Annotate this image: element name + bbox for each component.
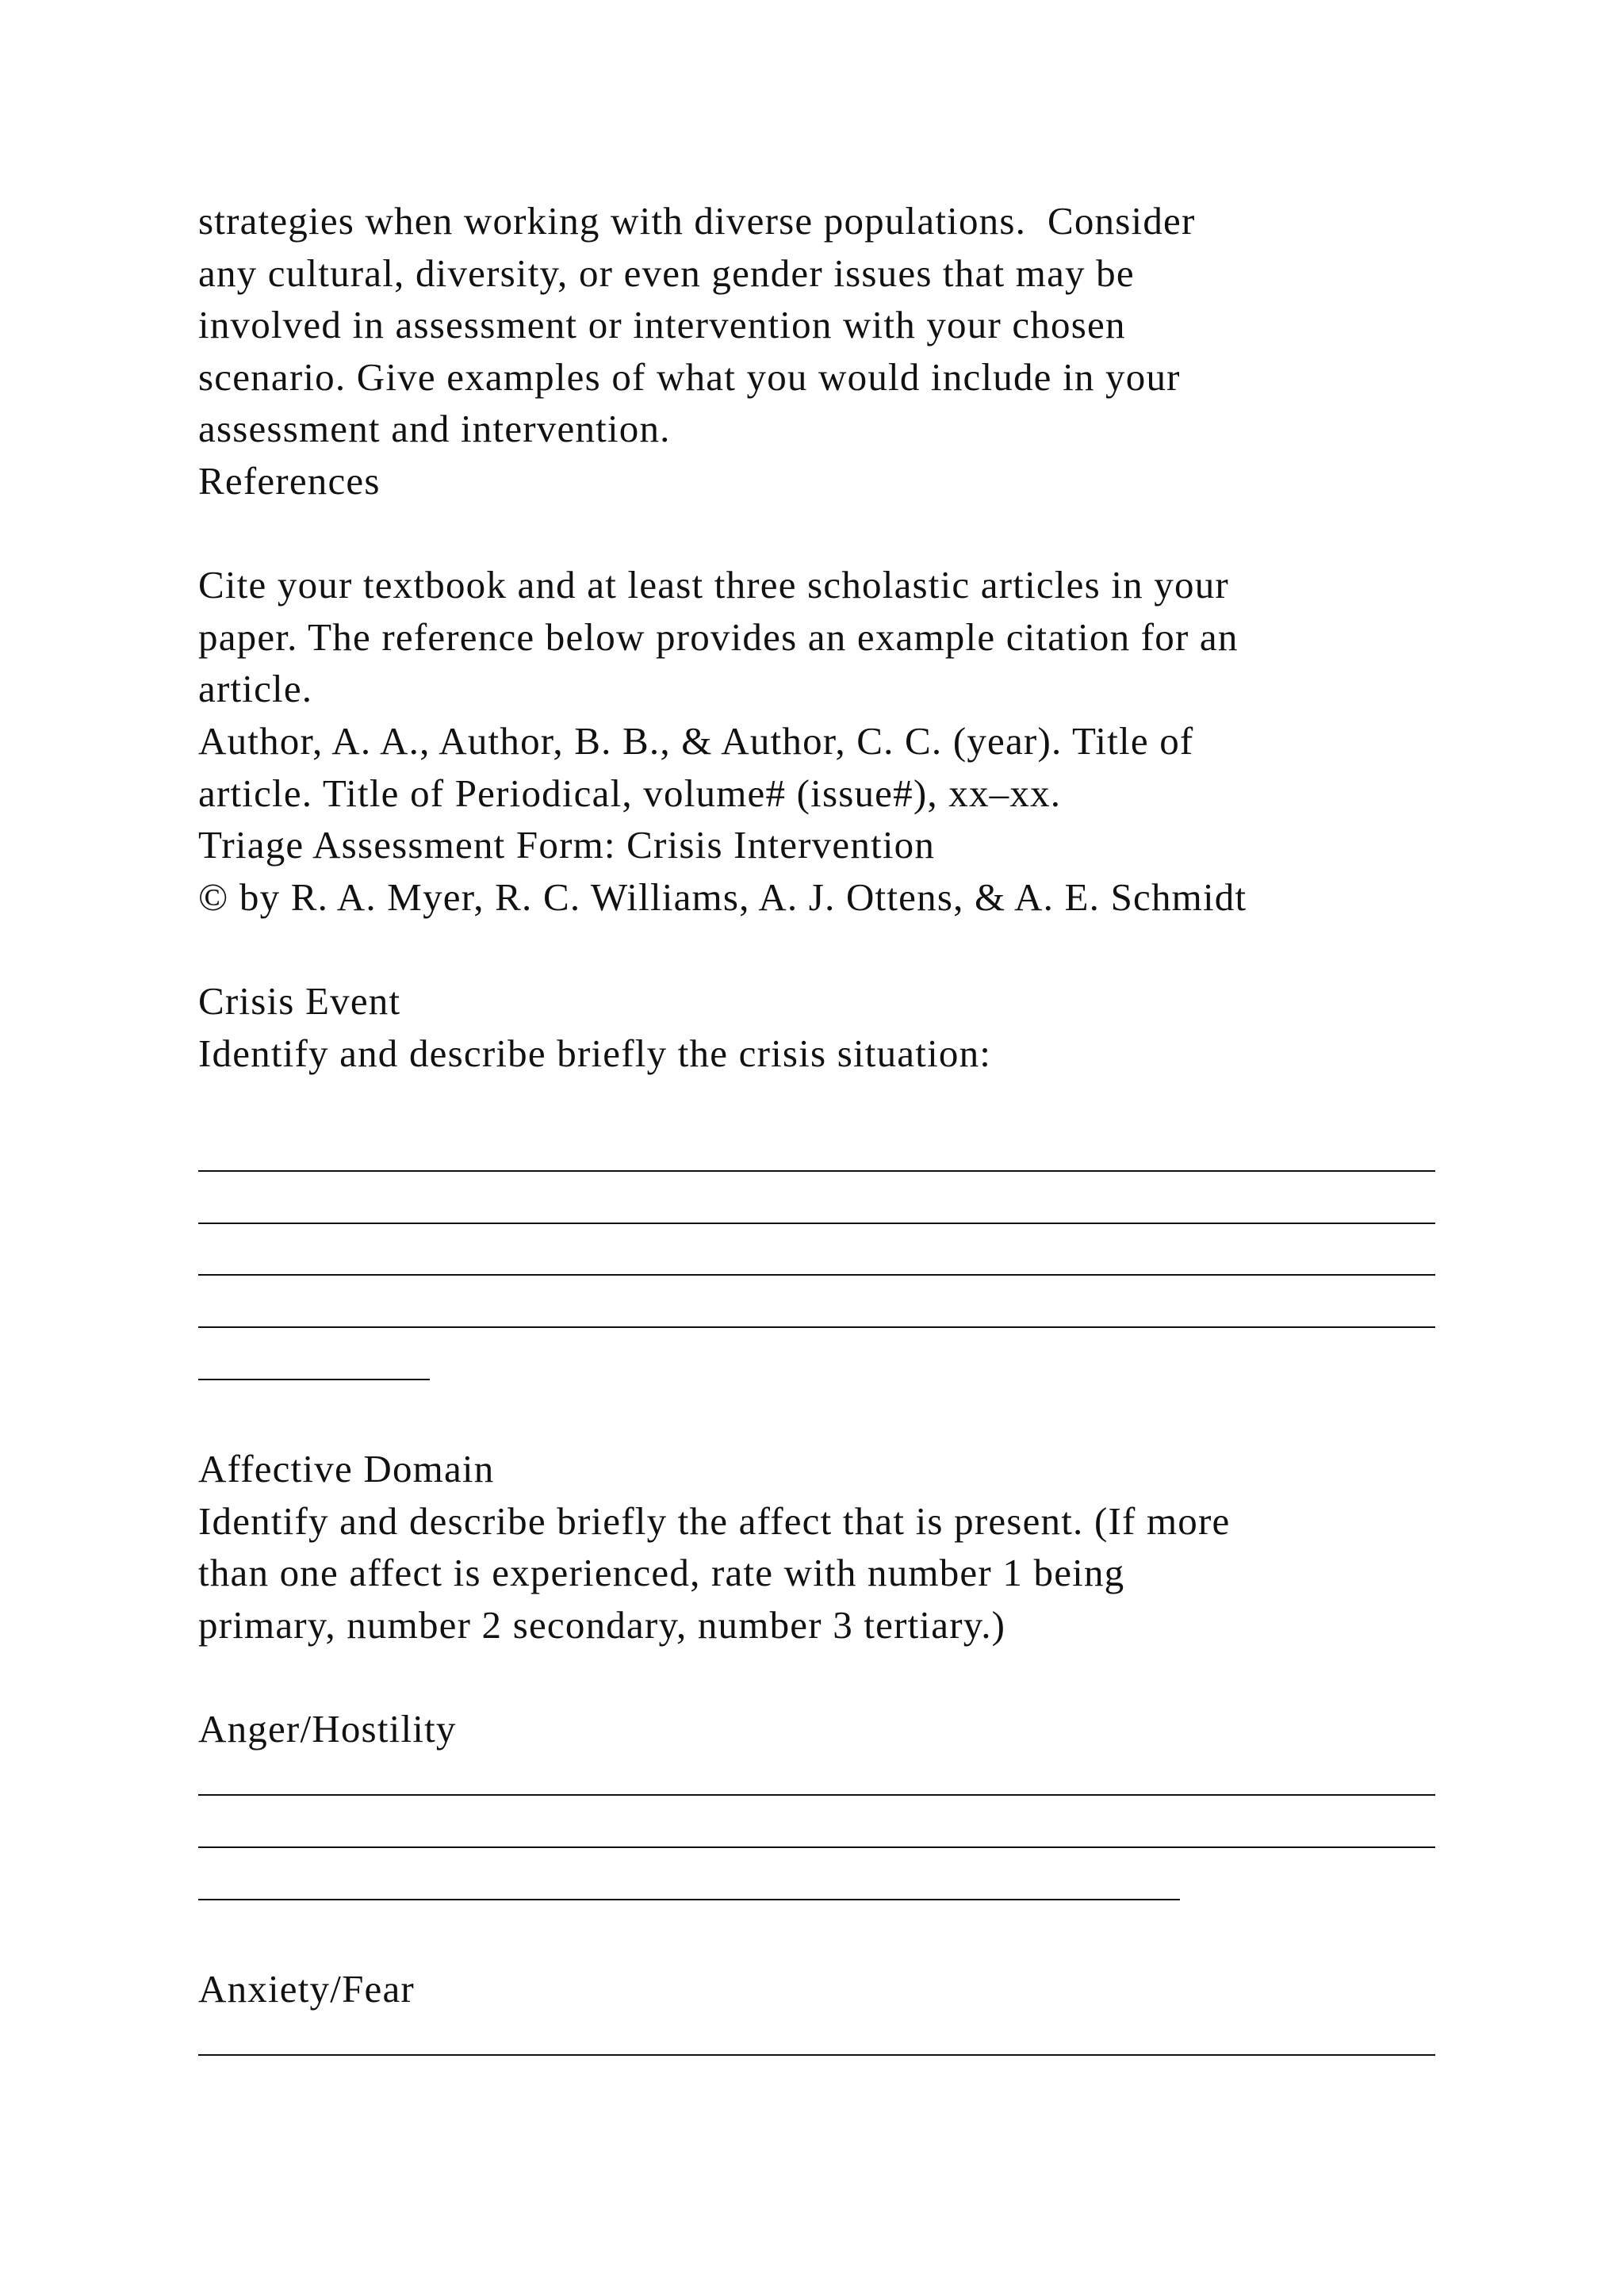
anger-hostility-label: Anger/Hostility bbox=[198, 1707, 457, 1751]
crisis-event-prompt: Identify and describe briefly the crisis situation: bbox=[198, 1031, 992, 1075]
spacer bbox=[198, 507, 1467, 560]
spacer bbox=[198, 923, 1467, 975]
spacer bbox=[198, 1651, 1467, 1704]
intro-line: scenario. Give examples of what you would include in your bbox=[198, 354, 1181, 399]
example-citation-line: Author, A. A., Author, B. B., & Author, C. C. (year). Title of bbox=[198, 718, 1194, 763]
anger-hostility-answer-line[interactable] bbox=[198, 1807, 1467, 1859]
document-body bbox=[198, 195, 1467, 2067]
references-instruction-line: paper. The reference below provides an example citation for an bbox=[198, 614, 1239, 659]
intro-line: involved in assessment or intervention with your chosen bbox=[198, 303, 1126, 347]
form-copyright: © by R. A. Myer, R. C. Williams, A. J. Ottens, & A. E. Schmidt bbox=[198, 874, 1247, 919]
affective-domain-prompt-line: than one affect is experienced, rate with number 1 being bbox=[198, 1551, 1125, 1595]
intro-line: strategies when working with diverse populations. Consider bbox=[198, 199, 1196, 243]
crisis-event-answer-line[interactable] bbox=[198, 1287, 1467, 1339]
references-instruction-line: Cite your textbook and at least three scholastic articles in your bbox=[198, 563, 1229, 607]
crisis-event-heading: Crisis Event bbox=[198, 978, 401, 1023]
anger-hostility-answer-line[interactable] bbox=[198, 1755, 1467, 1808]
references-instruction-line: article. bbox=[198, 667, 313, 711]
affective-domain-prompt-line: Identify and describe briefly the affect that is present. (If more bbox=[198, 1498, 1231, 1543]
spacer bbox=[198, 1391, 1467, 1444]
spacer bbox=[198, 1911, 1467, 1964]
crisis-event-answer-line[interactable] bbox=[198, 1235, 1467, 1288]
intro-line: any cultural, diversity, or even gender issues that may be bbox=[198, 251, 1135, 295]
example-citation-line: article. Title of Periodical, volume# (issue#), xx–xx. bbox=[198, 771, 1062, 815]
intro-line: assessment and intervention. bbox=[198, 407, 671, 451]
affective-domain-heading: Affective Domain bbox=[198, 1447, 495, 1491]
spacer bbox=[198, 1079, 1467, 1131]
crisis-event-answer-line[interactable] bbox=[198, 1183, 1467, 1235]
references-heading: References bbox=[198, 458, 381, 503]
affective-domain-prompt-line: primary, number 2 secondary, number 3 tertiary.) bbox=[198, 1603, 1006, 1647]
crisis-event-answer-line[interactable] bbox=[198, 1339, 1467, 1391]
crisis-event-answer-line[interactable] bbox=[198, 1131, 1467, 1184]
anxiety-fear-answer-line[interactable] bbox=[198, 2015, 1467, 2068]
anger-hostility-answer-line[interactable] bbox=[198, 1859, 1467, 1911]
anxiety-fear-label: Anxiety/Fear bbox=[198, 1967, 415, 2011]
form-title: Triage Assessment Form: Crisis Intervention bbox=[198, 823, 936, 867]
